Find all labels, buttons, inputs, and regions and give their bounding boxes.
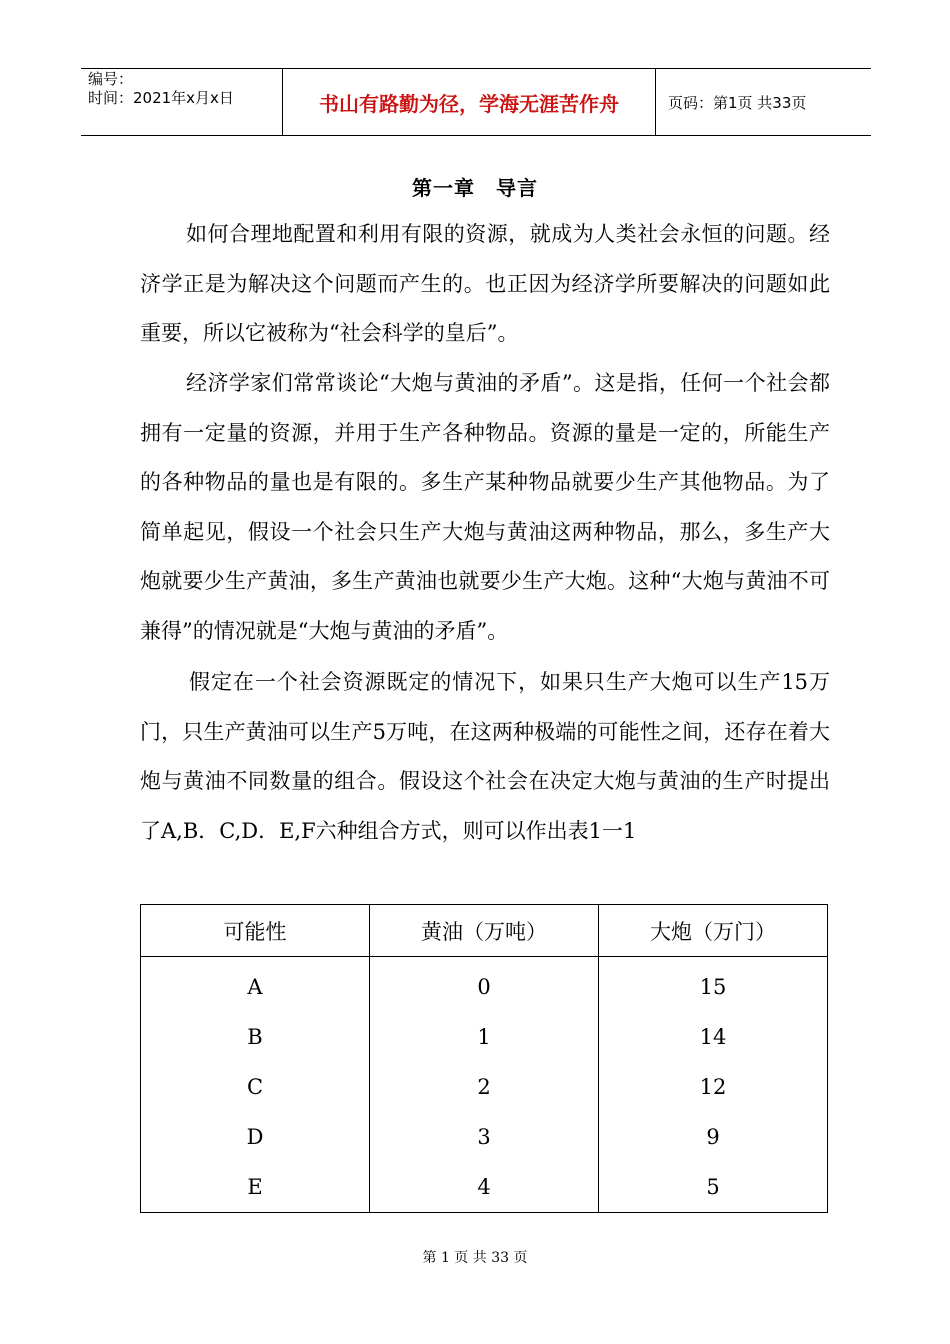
table-cell: 14: [599, 1012, 828, 1062]
column-header-butter: 黄油（万吨）: [370, 905, 599, 957]
header-meta: [81, 69, 283, 135]
table-cell: 9: [599, 1112, 828, 1162]
table-cell: 12: [599, 1062, 828, 1112]
table-cell: 2: [370, 1062, 599, 1112]
table-cell: 0: [370, 957, 599, 1013]
table-row: [141, 957, 828, 1013]
paragraph-3: 假定在一个社会资源既定的情况下，如果只生产大炮可以生产15万门，只生产黄油可以生产5万吨，在这两种极端的可能性之间，还存在着大炮与黄油不同数量的组合。假设这个社会在决定大炮与黄油的生产时提出了A,B．C,D．E,F六种组合方式，则可以作出表1一1: [140, 670, 830, 843]
table-row: [141, 1162, 828, 1213]
document-date-label: 时间：2021年x月x日: [88, 89, 234, 107]
table-cell: A: [141, 957, 370, 1013]
table-row: [141, 1012, 828, 1062]
paragraph-1: 如何合理地配置和利用有限的资源，就成为人类社会永恒的问题。经济学正是为解决这个问题而产生的。也正因为经济学所要解决的问题如此重要，所以它被称为“社会科学的皇后”。: [140, 222, 830, 345]
table-cell: 4: [370, 1162, 599, 1213]
document-number-label: 编号：: [88, 70, 134, 88]
table-cell: B: [141, 1012, 370, 1062]
possibility-table: [140, 904, 828, 1213]
chapter-title: 第一章 导言: [412, 176, 538, 200]
header-motto: 书山有路勤为径，学海无涯苦作舟: [283, 69, 656, 135]
column-header-possibility: 可能性: [141, 905, 370, 957]
table-row: [141, 1112, 828, 1162]
table-cell: E: [141, 1162, 370, 1213]
column-header-cannon: 大炮（万门）: [599, 905, 828, 957]
table-cell: 5: [599, 1162, 828, 1213]
table-row: [141, 1062, 828, 1112]
table-header-row: [141, 905, 828, 957]
table-cell: C: [141, 1062, 370, 1112]
header-page-info: 页码：第1页 共33页: [668, 93, 807, 112]
page-footer: 第 1 页 共 33 页: [422, 1250, 528, 1266]
table-cell: 15: [599, 957, 828, 1013]
table-cell: 1: [370, 1012, 599, 1062]
table-cell: D: [141, 1112, 370, 1162]
paragraph-2: 经济学家们常常谈论“大炮与黄油的矛盾”。这是指，任何一个社会都拥有一定量的资源，并用于生产各种物品。资源的量是一定的，所能生产的各种物品的量也是有限的。多生产某种物品就要少生产其他物品。为了简单起见，假设一个社会只生产大炮与黄油这两种物品，那么，多生产大炮就要少生产黄油，多生产黄油也就要少生产大炮。这种“大炮与黄油不可兼得”的情况就是“大炮与黄油的矛盾”。: [140, 371, 830, 643]
page-header: [81, 68, 871, 136]
table-cell: 3: [370, 1112, 599, 1162]
